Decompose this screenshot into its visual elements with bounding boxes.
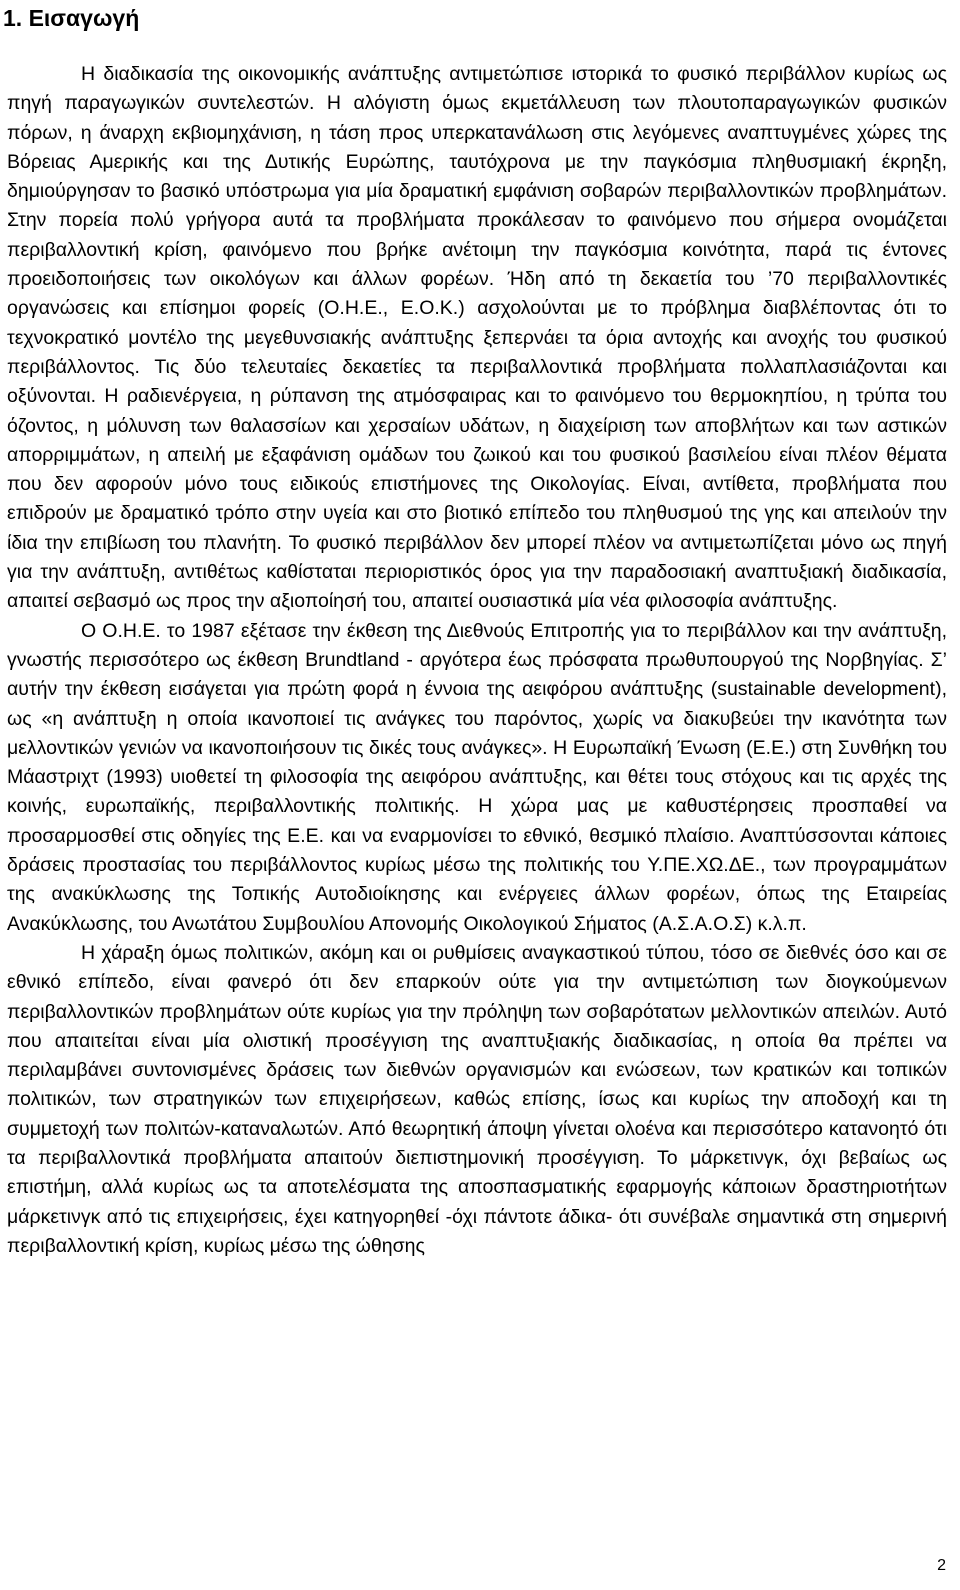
body-text [7, 60, 947, 1261]
paragraph-2: Ο Ο.Η.Ε. το 1987 εξέτασε την έκθεση της Διεθνούς Επιτροπής για το περιβάλλον και την ανάπτυξη, γνωστής περισσότερο ως έκθεση Brundtland - αργότερα έως πρόσφατα πρωθυπουργού της Νορβηγίας. Σ’ αυτήν την έκθεση εισάγεται για πρώτη φορά η έννοια της αειφόρου ανάπτυξης (sustainable development), ως «η ανάπτυξη η οποία ικανοποιεί τις ανάγκες του παρόντος, χωρίς να διακυβεύει την ικανότητα των μελλοντικών γενιών να ικανοποιήσουν τις δικές τους ανάγκες». Η Ευρωπαϊκή Ένωση (Ε.Ε.) στη Συνθήκη του Μάαστριχτ (1993) υιοθετεί τη φιλοσοφία της αειφόρου ανάπτυξης, και θέτει τους στόχους και τις αρχές της κοινής, ευρωπαϊκής, περιβαλλοντικής πολιτικής. Η χώρα μας με καθυστέρησεις προσπαθεί να προσαρμοσθεί στις οδηγίες της Ε.Ε. και να εναρμονίσει το εθνικό, θεσμικό πλαίσιο. Αναπτύσσονται κάποιες δράσεις προστασίας του περιβάλλοντος κυρίως μέσω της πολιτικής του Υ.ΠΕ.ΧΩ.ΔΕ., των προγραμμάτων της ανακύκλωσης της Τοπικής Αυτοδιοίκησης και ενέργειες άλλων φορέων, όπως της Εταιρείας Ανακύκλωσης, του Ανωτάτου Συμβουλίου Απονομής Οικολογικού Σήματος (Α.Σ.Α.Ο.Σ) κ.λ.π. [7, 619, 947, 935]
paragraph-1: Η διαδικασία της οικονομικής ανάπτυξης αντιμετώπισε ιστορικά το φυσικό περιβάλλον κυρίως ως πηγή παραγωγικών συντελεστών. Η αλόγιστη όμως εκμετάλλευση των πλουτοπαραγωγικών φυσικών πόρων, η άναρχη εκβιομηχάνιση, η τάση προς υπερκατανάλωση στις λεγόμενες αναπτυγμένες χώρες της Βόρειας Αμερικής και της Δυτικής Ευρώπης, ταυτόχρονα με την παγκόσμια πληθυσμιακή έκρηξη, δημιούργησαν το βασικό υπόστρωμα για μία δραματική εμφάνιση σοβαρών περιβαλλοντικών προβλημάτων. Στην πορεία πολύ γρήγορα αυτά τα προβλήματα προκάλεσαν το φαινόμενο που σήμερα ονομάζεται περιβαλλοντική κρίση, φαινόμενο που βρήκε ανέτοιμη την παγκόσμια κοινότητα, παρά τις έντονες προειδοποιήσεις των οικολόγων και άλλων φορέων. Ήδη από τη δεκαετία του ’70 περιβαλλοντικές οργανώσεις και επίσημοι φορείς (Ο.Η.Ε., Ε.Ο.Κ.) ασχολούνται με το πρόβλημα διαβλέποντας ότι το τεχνοκρατικό μοντέλο της μεγεθυνσιακής ανάπτυξης ξεπερνάει τα όρια αντοχής και ανοχής του φυσικού περιβάλλοντος. Τις δύο τελευταίες δεκαετίες τα περιβαλλοντικά προβλήματα πολλαπλασιάζονται και οξύνονται. Η ραδιενέργεια, η ρύπανση της ατμόσφαιρας και το φαινόμενο του θερμοκηπίου, η τρύπα του όζοντος, η μόλυνση των θαλασσίων και χερσαίων υδάτων, η διαχείριση των αποβλήτων και των αστικών απορριμμάτων, η απειλή με εξαφάνιση ομάδων του ζωικού και του φυσικού βασιλείου είναι πλέον θέματα που δεν αφορούν μόνο τους ειδικούς επιστήμονες της Οικολογίας. Είναι, αντίθετα, προβλήματα που επιδρούν με δραματικό τρόπο στην υγεία και στο βιοτικό επίπεδο του πληθυσμού της γης και απειλούν την ίδια την επιβίωση του πλανήτη. Το φυσικό περιβάλλον δεν μπορεί πλέον να αντιμετωπίζεται μόνο ως πηγή για την ανάπτυξη, αντιθέτως καθίσταται περιοριστικός όρος για την παραδοσιακή αναπτυξιακή διαδικασία, απαιτεί σεβασμό ως προς την αξιοποίησή του, απαιτεί ουσιαστικά μία νέα φιλοσοφία ανάπτυξης. [7, 63, 947, 613]
section-heading: 1. Εισαγωγή [3, 5, 140, 31]
paragraph-3: Η χάραξη όμως πολιτικών, ακόμη και οι ρυθμίσεις αναγκαστικού τύπου, τόσο σε διεθνές όσο και σε εθνικό επίπεδο, είναι φανερό ότι δεν επαρκούν ούτε για την αντιμετώπιση των διογκούμενων περιβαλλοντικών προβλημάτων ούτε κυρίως για την πρόληψη των σοβαρότατων μελλοντικών απειλών. Αυτό που απαιτείται είναι μία ολιστική προσέγγιση της αναπτυξιακής διαδικασίας, η οποία θα πρέπει να περιλαμβάνει συντονισμένες δράσεις των διεθνών οργανισμών και ενώσεων, των κρατικών και τοπικών πολιτικών, των στρατηγικών των επιχειρήσεων, καθώς επίσης, ίσως και κυρίως την αποδοχή και τη συμμετοχή των πολιτών-καταναλωτών. Από θεωρητική άποψη γίνεται ολοένα και περισσότερο κατανοητό ότι τα περιβαλλοντικά προβλήματα απαιτούν διεπιστημονική προσέγγιση. Το μάρκετινγκ, όχι βεβαίως ως επιστήμη, αλλά κυρίως ως τα αποτελέσματα της αποσπασματικής εφαρμογής κάποιων δραστηριοτήτων μάρκετινγκ από τις επιχειρήσεις, έχει κατηγορηθεί -όχι πάντοτε άδικα- ότι συνέβαλε σημαντικά στη σημερινή περιβαλλοντική κρίση, κυρίως μέσω της ώθησης [7, 941, 947, 1257]
page-number: 2 [937, 1557, 946, 1574]
